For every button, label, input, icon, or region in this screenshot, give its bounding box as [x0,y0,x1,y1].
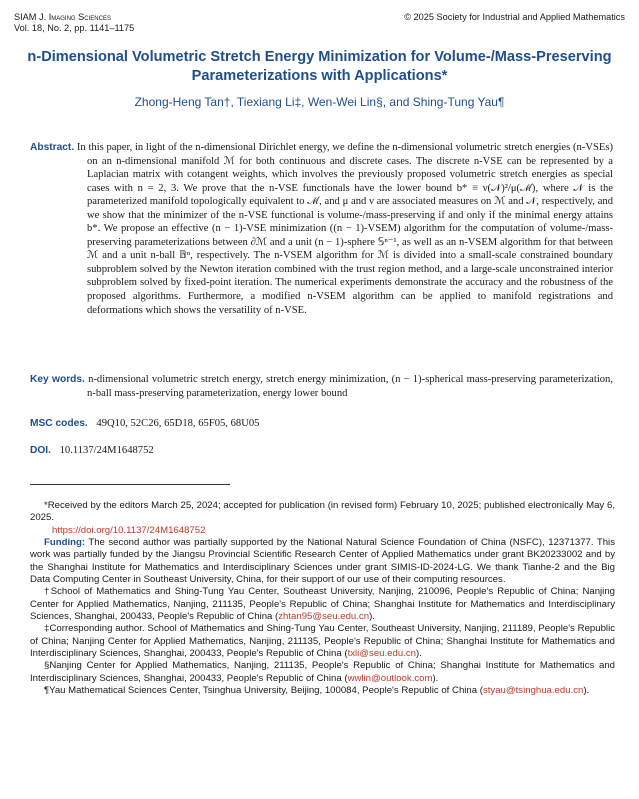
msc-label: MSC codes. [30,418,88,429]
msc-codes [30,418,613,429]
footnote-divider [30,484,230,485]
abstract-label: Abstract. [30,142,75,153]
para-close: ). [583,685,590,697]
dagger-email-link[interactable]: zhtan95@seu.edu.cn [278,611,370,623]
footnote-funding [30,537,615,586]
ddagger-text: ‡Corresponding author. School of Mathematics and Shing-Tung Yau Center, Southeast University, Nanjing, 211189, People's Republic of China; Nanjing Center for Applied Mathematics, Nanjing, 211135, People's Republic of China; Shanghai Institute for Mathematics and Interdisciplinary Sciences, Shanghai, 200433, People's Republic of China ( [30,623,615,660]
journal-info [14,12,134,34]
footnote-section [30,660,615,685]
section-text: §Nanjing Center for Applied Mathematics, Nanjing, 211135, People's Republic of China; Shanghai Institute for Mathematics and Interdisciplinary Sciences, Shanghai, 200433, People's Republic of China ( [30,660,615,684]
ddagger-close: ). [415,648,422,660]
received-text: *Received by the editors March 25, 2024; accepted for publication (in revised form) February 10, 2025; published electronically May 6, 2025. [30,500,615,524]
paper-title: n-Dimensional Volumetric Stretch Energy Minimization for Volume-/Mass-Preserving Parameterizations with Applications* [27,49,612,84]
para-email-link[interactable]: styau@tsinghua.edu.cn [482,685,584,697]
footnote-para [30,685,615,697]
abstract-text: In this paper, in light of the n-dimensional Dirichlet energy, we define the n-dimensional volumetric stretch energies (n-VSEs) on an n-dimensional manifold ℳ for both continuous and discrete cases. The discrete n-VSE can be represented by a Laplacian matrix with cotangent weights, which involves the previously proposed volumetric stretch energies as special cases with n = 2, 3. We prove that the n-VSE functionals have the lower bound b* ≡ ν(𝒩)²/μ(ℳ), where 𝒩 is the parameterized manifold topologically equivalent to ℳ, and μ and ν are associated measures on ℳ and 𝒩, respectively, and we show that the minimizer of the n-VSE functional is volume-/mass-preserving if and only if the minimal energy attains b*. We propose an effective (n − 1)-VSE minimization ((n − 1)-VSEM) algorithm for the computation of volume-/mass-preserving parameterizations between ∂ℳ and a unit (n − 1)-sphere 𝕊ⁿ⁻¹, as well as an n-VSEM algorithm for that between ℳ and a unit n-ball 𝔹ⁿ, respectively. The n-VSEM algorithm for ℳ is divided into a small-scale constrained boundary subproblem solved by the Newton iteration combined with the trust region method, and a large-scale unconstrained interior subproblem solved by fixed-point iteration. The numerical experiments demonstrate the accuracy and the robustness of the proposed algorithms. Furthermore, a modified n-VSEM algorithm can be applied to manifold registrations and deformations which shows the versatility of n-VSE. [76,142,613,316]
abstract [30,141,613,317]
section-email-link[interactable]: wwlin@outlook.com [347,672,433,684]
section-close: ). [432,672,439,684]
doi-text: 10.1137/24M1648752 [59,445,154,456]
keywords-label: Key words. [30,374,85,385]
copyright-notice: © 2025 Society for Industrial and Applied Mathematics [404,12,625,22]
received-doi-link[interactable]: https://doi.org/10.1137/24M1648752 [52,524,206,536]
funding-text: The second author was partially supported by the National Natural Science Foundation of China (NSFC), 12371377. This work was partially funded by the Jiangsu Provincial Scientific Research Center of Applied Mathematics under grant BK20233002 and by the Shanghai Institute for Mathematics and Interdisciplinary Sciences under grant SIMIS-ID-2024-LG. We thank Tianhe-2 and the Big Data Computing Center in Southeast University, China, for their support of our use of their computing resources. [30,537,615,586]
keywords [30,373,613,400]
doi-label: DOI. [30,445,51,456]
author-list: Zhong-Heng Tan†, Tiexiang Li‡, Wen-Wei Lin§, and Shing-Tung Yau¶ [134,95,505,109]
para-text: ¶Yau Mathematical Sciences Center, Tsinghua University, Beijing, 100084, People's Republic of China ( [44,685,483,697]
doi-line [30,445,613,456]
footnote-ddagger [30,623,615,660]
funding-label: Funding: [44,537,86,549]
keywords-text: n-dimensional volumetric stretch energy, stretch energy minimization, (n − 1)-spherical mass-preserving parameterization, n-ball mass-preserving parameterization, energy lower bound [87,374,614,399]
dagger-close: ). [369,611,375,623]
journal-name: SIAM J. Imaging Sciences [14,12,111,22]
footnote-received [30,500,615,537]
journal-volume: Vol. 18, No. 2, pp. 1141–1175 [14,23,135,33]
msc-text: 49Q10, 52C26, 65D18, 65F05, 68U05 [96,418,260,429]
dagger-text: †School of Mathematics and Shing-Tung Yau Center, Southeast University, Nanjing, 210096, People's Republic of China; Nanjing Center for Applied Mathematics, Nanjing, 211135, People's Republic of China; Shanghai Institute for Mathematics and Interdisciplinary Sciences, Shanghai, 200433, People's Republic of China ( [30,586,615,623]
footnote-dagger [30,586,615,623]
ddagger-email-link[interactable]: txli@seu.edu.cn [347,648,416,660]
footnotes [30,500,615,698]
